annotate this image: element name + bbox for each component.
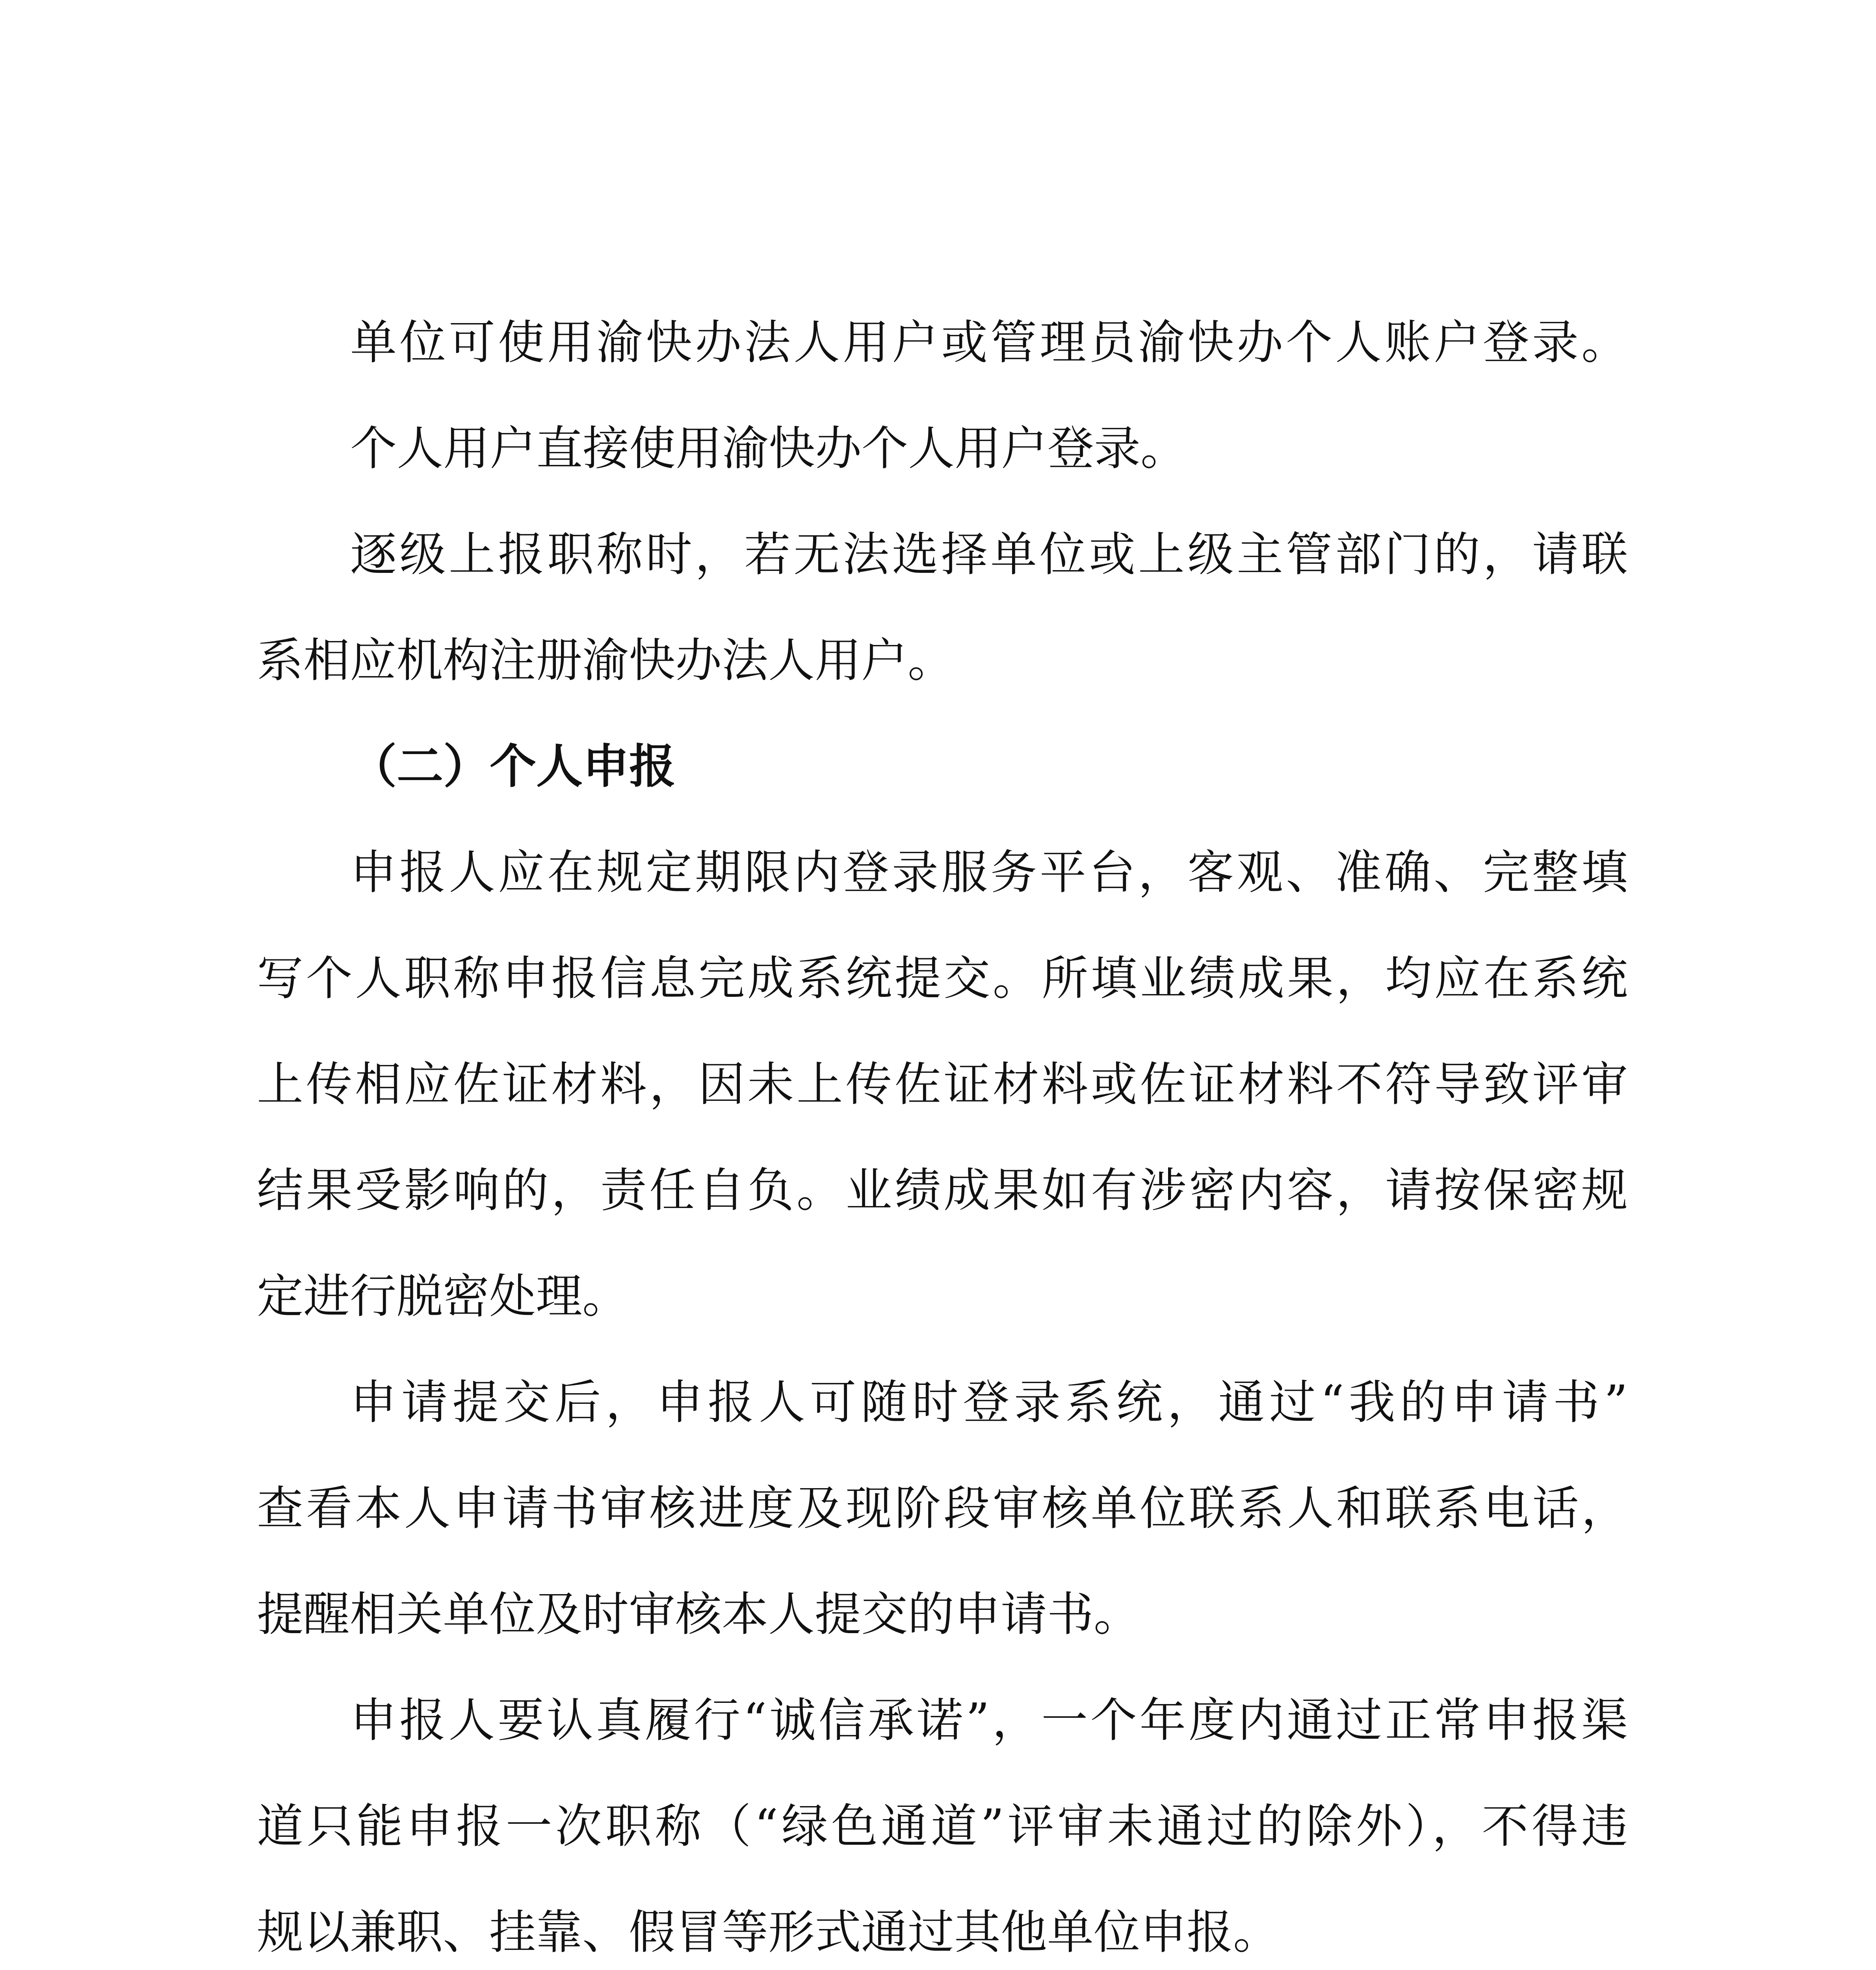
paragraph-line: 申报人要认真履行“诚信承诺”，一个年度内通过正常申报渠: [350, 1693, 1628, 1747]
paragraph-line: 规以兼职、挂靠、假冒等形式通过其他单位申报。: [257, 1905, 1280, 1959]
section-heading-personal-declaration: （二）个人申报: [350, 739, 676, 794]
paragraph-line: 个人用户直接使用渝快办个人用户登录。: [350, 421, 1187, 476]
paragraph-line: 系相应机构注册渝快办法人用户。: [257, 633, 955, 688]
paragraph-line: 申请提交后，申报人可随时登录系统，通过“我的申请书”: [350, 1375, 1628, 1429]
paragraph-line: 定进行脱密处理。: [257, 1269, 629, 1323]
paragraph-line: 上传相应佐证材料，因未上传佐证材料或佐证材料不符导致评审: [257, 1057, 1628, 1111]
paragraph-line: 单位可使用渝快办法人用户或管理员渝快办个人账户登录。: [350, 315, 1628, 370]
paragraph-line: 提醒相关单位及时审核本人提交的申请书。: [257, 1587, 1140, 1641]
body-text: [257, 290, 1628, 1970]
paragraph-line: 道只能申报一次职称（“绿色通道”评审未通过的除外），不得违: [257, 1799, 1628, 1853]
paragraph-line: 写个人职称申报信息完成系统提交。所填业绩成果，均应在系统: [257, 951, 1628, 1005]
paragraph-line: 结果受影响的，责任自负。业绩成果如有涉密内容，请按保密规: [257, 1163, 1628, 1217]
paragraph-line: 申报人应在规定期限内登录服务平台，客观、准确、完整填: [350, 845, 1628, 900]
paragraph-line: 逐级上报职称时，若无法选择单位或上级主管部门的，请联: [350, 527, 1628, 582]
paragraph-line: 查看本人申请书审核进度及现阶段审核单位联系人和联系电话，: [257, 1481, 1628, 1535]
